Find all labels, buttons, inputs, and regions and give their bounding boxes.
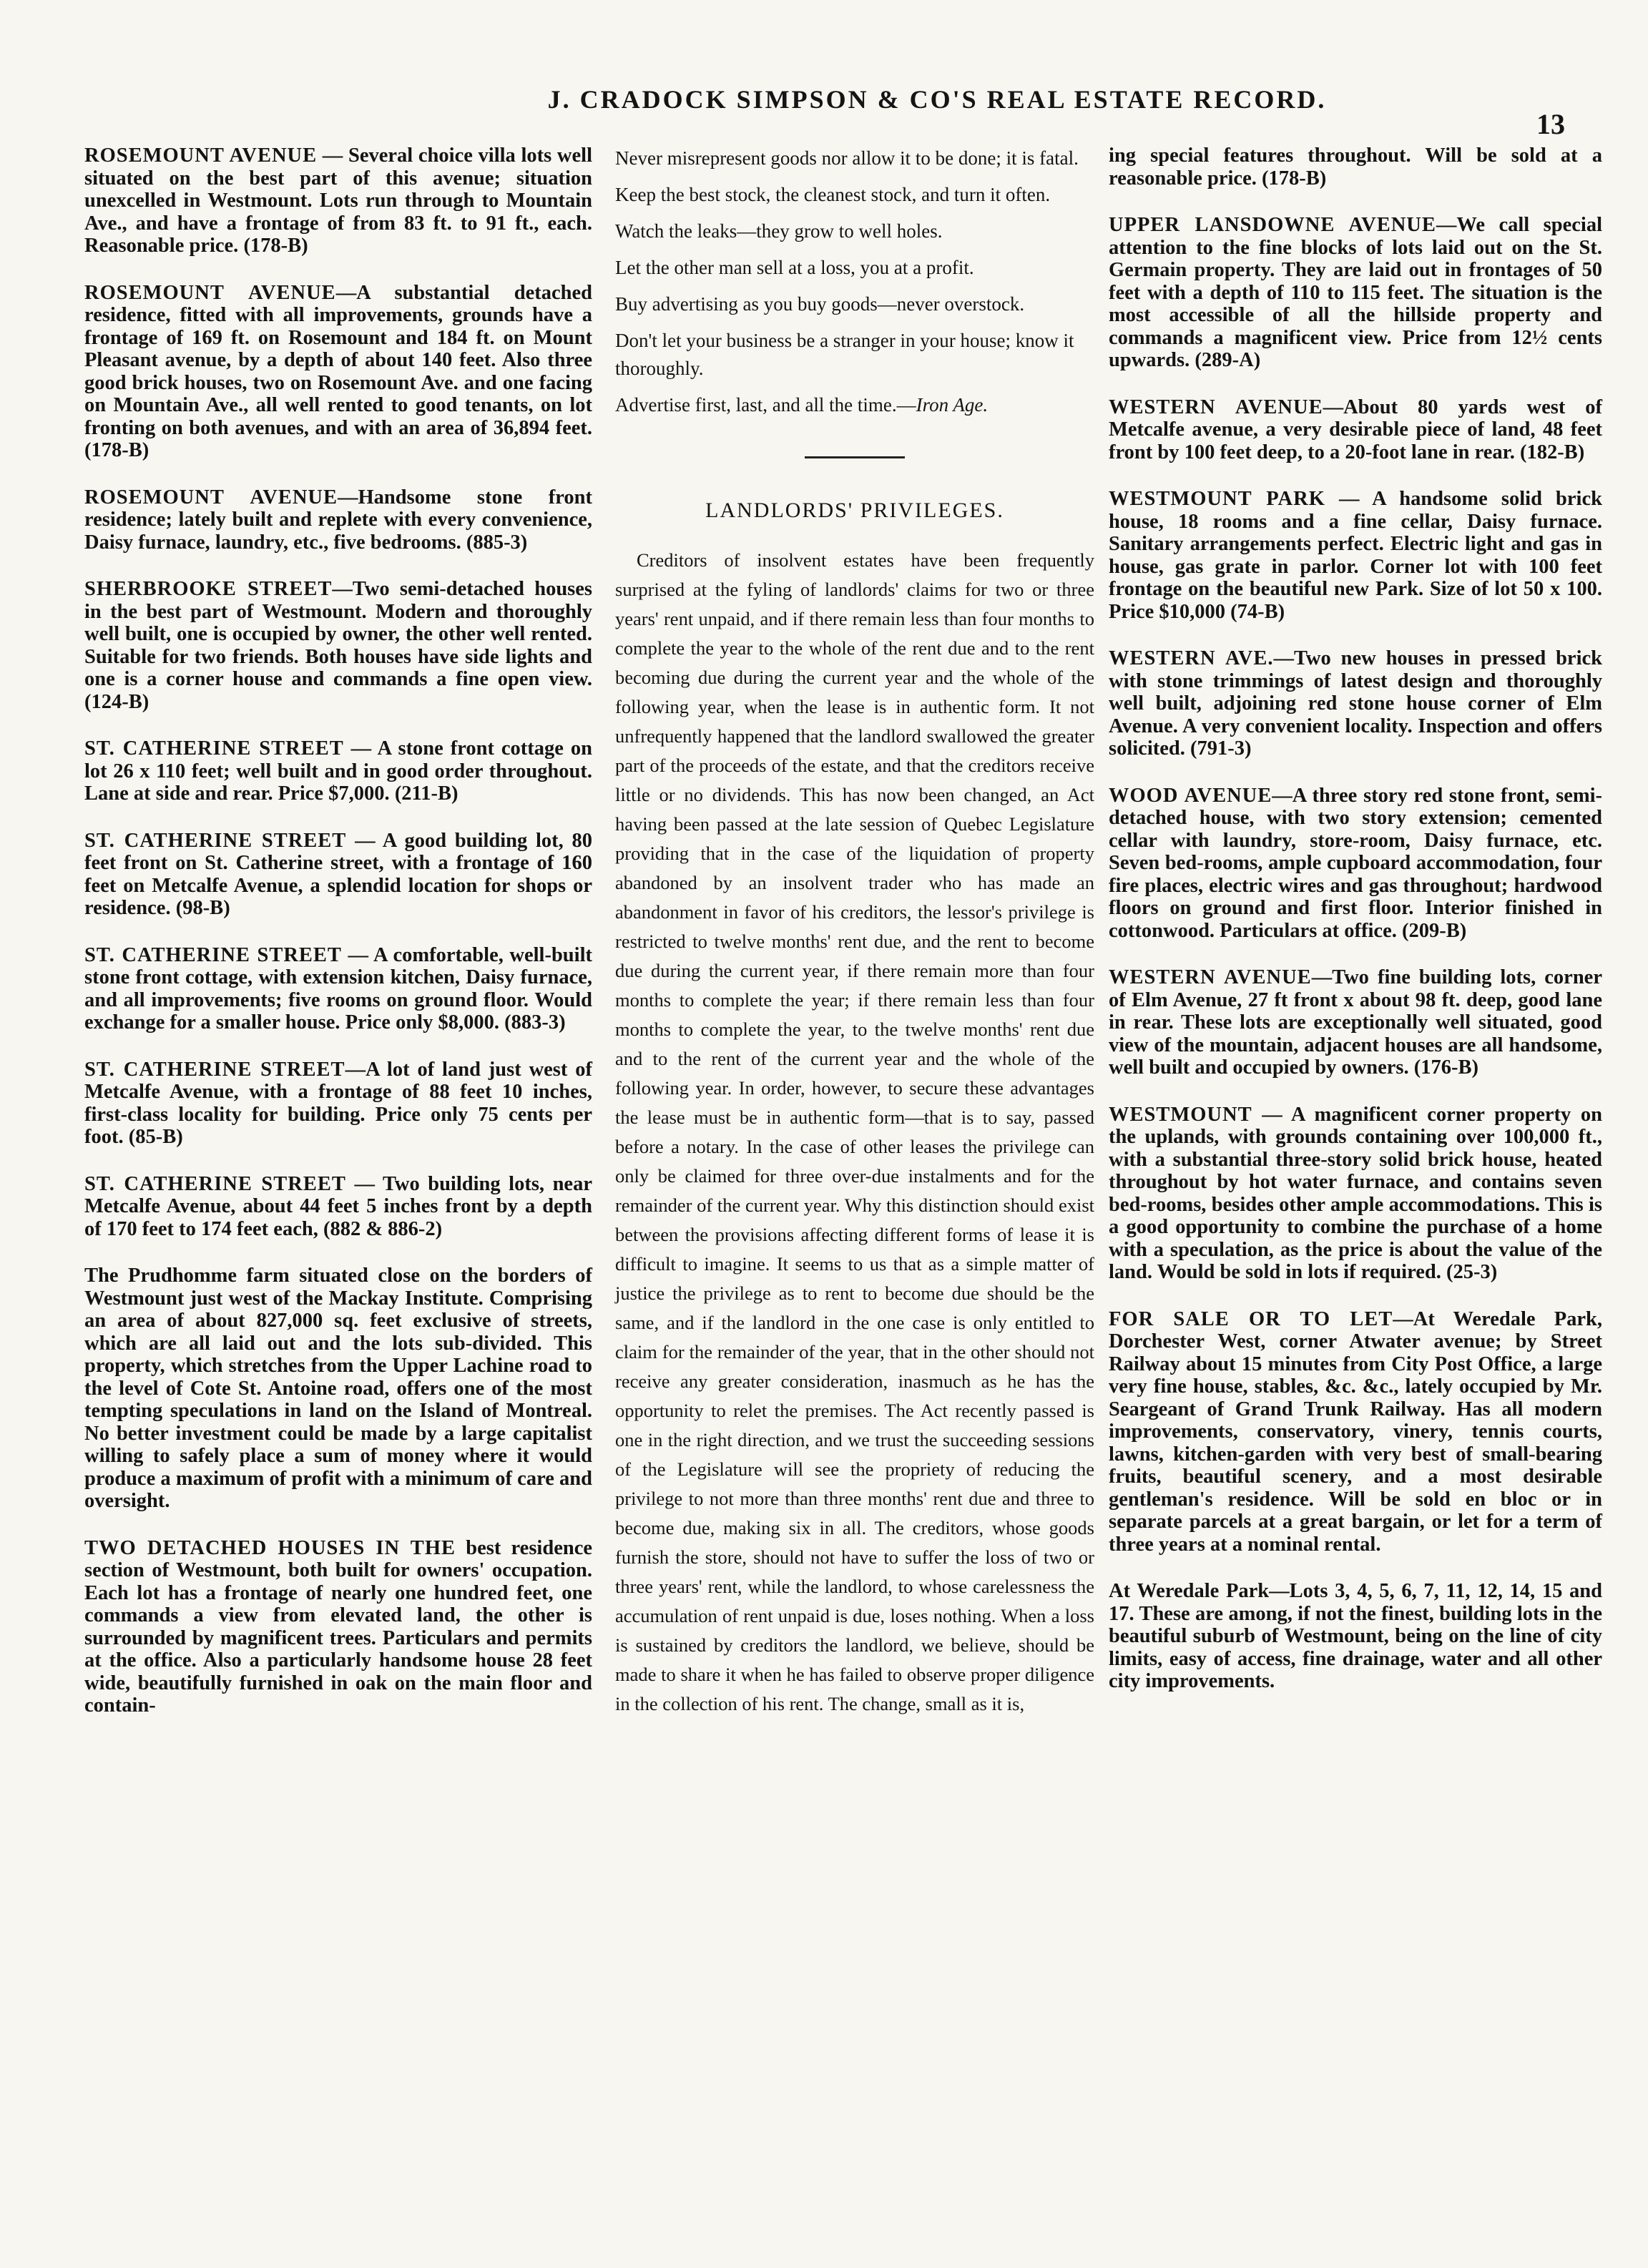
listing-separator: —	[317, 144, 348, 167]
listing	[84, 1173, 592, 1241]
listing-reference: (289-A)	[1195, 349, 1261, 371]
listing-separator: —	[1325, 488, 1373, 510]
listing-text: best residence section of Westmount, both built for owners' occupation. Each lot has a frontage of nearly one hundred feet, one commands a view from elevated land, the other is surrounded by magnificent trees. Particulars and permits at the office. Also a particularly handsome house 28 feet wide, beautifully furnished in oak on the main floor and contain-	[84, 1536, 592, 1717]
listing	[84, 1265, 592, 1513]
listing-reference: (178-B)	[1262, 167, 1327, 190]
article-title: LANDLORDS' PRIVILEGES.	[705, 499, 1004, 522]
listing	[84, 1537, 592, 1717]
listing-reference: (25-3)	[1446, 1261, 1498, 1283]
listing	[1109, 488, 1602, 623]
listing-title: WESTMOUNT PARK	[1109, 488, 1325, 510]
listing-reference: (124-B)	[84, 690, 149, 713]
running-header: J. CRADOCK SIMPSON & CO'S REAL ESTATE RECORD.	[547, 85, 1327, 114]
listing-reference: (176-B)	[1413, 1056, 1478, 1079]
proverbs	[615, 144, 1094, 419]
proverb	[615, 391, 1094, 419]
listing-reference: (178-B)	[243, 235, 308, 257]
column-2	[615, 144, 1094, 1719]
listing-separator: —	[1436, 214, 1457, 236]
listing-title: ST. CATHERINE STREET	[84, 829, 347, 852]
listing-separator: —	[346, 829, 383, 852]
listing-text: We call special attention to the fine blocks of lots laid out on the St. Germain property. They are laid out in frontages of 50 feet with a depth of 110 to 115 feet. The situation is the most accessible of all the hillside property and commands a magnificent view. Price from 12½ cents upwards.	[1109, 214, 1602, 371]
page-number: 13	[1536, 108, 1565, 140]
proverb: Don't let your business be a stranger in your house; know it thoroughly.	[615, 330, 1074, 379]
proverb-text: Advertise first, last, and all the time.—	[615, 394, 916, 416]
listing-title: ST. CATHERINE STREET	[84, 1058, 345, 1081]
listing	[84, 486, 592, 554]
listing-text: A comfortable, well-built stone front cottage, with extension kitchen, Daisy furnace, and all improvements; five rooms on ground floor. Would exchange for a smaller house. Price only $8,000.	[84, 943, 592, 1034]
listing-text: A handsome solid brick house, 18 rooms and a fine cellar, Daisy furnace. Sanitary arrangements perfect. Electric light and gas in house, gas grate in parlor. Corner lot with 100 feet frontage on the beautiful new Park. Size of lot 50 x 100. Price $10,000	[1109, 488, 1602, 623]
listing-title: ROSEMOUNT AVENUE	[84, 486, 338, 509]
listing-title: TWO DETACHED HOUSES IN THE	[84, 1536, 456, 1559]
listing-reference: (85-B)	[128, 1126, 183, 1148]
listing	[1109, 1104, 1602, 1284]
article	[615, 499, 1094, 1719]
listing	[84, 737, 592, 805]
listing-title: ST. CATHERINE STREET	[84, 737, 344, 760]
listing-reference: (98-B)	[175, 897, 230, 919]
section-divider	[805, 456, 905, 458]
listing-text: Handsome stone front residence; lately built and replete with every convenience, Daisy furnace, laundry, etc., five bedrooms.	[84, 486, 593, 554]
listing-separator: —	[341, 943, 373, 966]
listing	[1109, 144, 1602, 190]
article-body: Creditors of insolvent estates have been frequently surprised at the fyling of landlords' claims for two or three years' rent unpaid, and if there remain less than four months to complete the year to the whole of the rent due and to the rent becoming due during the current year and the whole of the following year, when the lease is in authentic form. It not unfrequently happened that the landlord swallowed the greater part of the proceeds of the estate, and that the creditors receive little or no dividends. This has now been changed, an Act having been passed at the late session of Quebec Legislature providing that in the case of the liquidation of property abandoned by an insolvent trader who has made an abandonment in favor of his creditors, the lessor's privilege is restricted to twelve months' rent due, and the rent to become due during the current year, if there remain more than four months to complete the year; if there remain less than four months to complete the year, to the twelve months' rent due and to the rent of the current year and the whole of the following year. In order, however, to secure these advantages the lease must be in authentic form—that is to say, passed before a notary. In the case of other leases the privilege can only be claimed for three over-due instalments and for the remainder of the current year. Why this distinction should exist between the provisions affecting different forms of lease it is difficult to imagine. It seems to us that as a simple matter of justice the privilege as to rent to become due should be the same, and if the landlord in the one case is only entitled to claim for the remainder of the year, that in the other should not receive any greater consideration, inasmuch as he has the opportunity to relet the premises. The Act recently passed is one in the right direction, and we trust the succeeding sessions of the Legislature will see the propriety of reducing the privilege to not more than three months' rent due and three to become due, making six in all. The creditors, whose goods furnish the store, should not have to suffer the loss of two or three years' rent, while the landlord, to whose carelessness the accumulation of rent unpaid is due, loses nothing. When a loss is sustained by creditors the landlord, we believe, should be made to share it when he has failed to observe proper diligence in the collection of his rent. The change, small as it is,	[615, 549, 1094, 1714]
listing	[84, 1059, 592, 1149]
listing-text: Several choice villa lots well situated on the best part of this avenue; situation unexcelled in Westmount. Lots run through to Mountain Ave., and have a frontage of from 83 ft. to 91 ft., each. Reasonable price.	[84, 144, 592, 257]
listing-separator	[456, 1537, 466, 1559]
listing-reference: (209-B)	[1401, 919, 1467, 942]
listing	[84, 944, 592, 1034]
listing-separator: —	[1252, 1103, 1291, 1126]
listing	[84, 282, 592, 462]
column-1	[84, 144, 592, 1742]
listing	[1109, 966, 1602, 1079]
listing-reference: (885-3)	[466, 531, 528, 554]
listing-text: A stone front cottage on lot 26 x 110 feet; well built and in good order throughout. Lane at side and rear. Price $7,000.	[84, 737, 592, 805]
listing-reference: (882 & 886-2)	[323, 1217, 443, 1240]
listing	[1109, 785, 1602, 943]
listing	[1109, 647, 1602, 760]
proverb: Never misrepresent goods nor allow it to be done; it is fatal.	[615, 147, 1079, 169]
listing-text: Two building lots, near Metcalfe Avenue, about 44 feet 5 inches front by a depth of 170 feet to 174 feet each,	[84, 1172, 592, 1240]
listing-text: The Prudhomme farm situated close on the borders of Westmount just west of the Mackay Institute. Comprising an area of about 827,000 sq. feet exclusive of streets, which are all laid out and the lots sub-divided. This property, which stretches from the Upper Lachine road to the level of Cote St. Antoine road, offers one of the most tempting speculations in land on the Island of Montreal. No better investment could be made by a large capitalist willing to safely place a sum of money where it would produce a maximum of profit with a minimum of care and oversight.	[84, 1265, 592, 1512]
listing-separator: —	[343, 737, 378, 760]
listing-separator: —	[332, 578, 353, 600]
listing-text: A magnificent corner property on the uplands, with grounds containing over 100,000 ft., with a substantial three-story solid brick house, heated throughout by hot water furnace, and contains seven bed-rooms, besides other ample accommodations. This is a good opportunity to combine the purchase of a home with a speculation, as the price is about the value of the land. Would be sold in lots if required.	[1109, 1103, 1602, 1283]
listing-title: WESTERN AVE.	[1109, 647, 1274, 669]
listing-separator: —	[345, 1172, 383, 1195]
listing-title: ST. CATHERINE STREET	[84, 1172, 346, 1195]
listing-separator: —	[1393, 1307, 1413, 1330]
column-3	[1109, 144, 1602, 1717]
listing-separator: —	[1272, 784, 1293, 807]
listing-title: FOR SALE OR TO LET	[1109, 1307, 1393, 1330]
listing-reference: (178-B)	[84, 439, 149, 461]
listing-text: About 80 yards west of Metcalfe avenue, a very desirable piece of land, 48 feet front by 100 feet deep, to a 20-foot lane in rear.	[1109, 396, 1602, 463]
listing-separator: —	[338, 486, 358, 509]
listing-text: A good building lot, 80 feet front on St. Catherine street, with a frontage of 160 feet on Metcalfe Avenue, a splendid location for shops or residence.	[84, 829, 592, 919]
listing-reference: (791-3)	[1190, 737, 1252, 760]
listing-text: A three story red stone front, semi-detached house, with two story extension; cemented cellar with laundry, store-room, Daisy furnace, etc. Seven bed-rooms, ample cupboard accommodation, four fire places, electric wires and gas throughout; hardwood floors on ground and first floor. Interior finished in cottonwood. Particulars at office.	[1109, 784, 1602, 942]
listing	[1109, 396, 1602, 464]
listing-title: WESTMOUNT	[1109, 1103, 1252, 1126]
proverb-source: Iron Age.	[916, 394, 989, 416]
listing-title: ROSEMOUNT AVENUE	[84, 281, 336, 304]
listing-text: At Weredale Park, Dorchester West, corner Atwater avenue; by Street Railway about 15 minutes from City Post Office, a large very fine house, stables, &c. &c., lately occupied by Mr. Seargeant of Grand Trunk Railway. Has all modern improvements, conservatory, vinery, tennis courts, lawns, kitchen-garden with very best of small-bearing fruits, beautiful scenery, and a most desirable gentleman's residence. Will be sold en bloc or in separate parcels at a great bargain, or let for a term of three years at a nominal rental.	[1109, 1307, 1602, 1556]
listing-text: ing special features throughout. Will be sold at a reasonable price.	[1109, 144, 1602, 190]
proverb: Let the other man sell at a loss, you at a profit.	[615, 257, 974, 278]
listing-text: Two semi-detached houses in the best part of Westmount. Modern and thoroughly well built, one is occupied by owner, the other well rented. Suitable for two friends. Both houses have side lights and one is a corner house and commands a fine open view.	[84, 578, 593, 690]
listing-title: WOOD AVENUE	[1109, 784, 1272, 807]
listing-text: Two fine building lots, corner of Elm Avenue, 27 ft front x about 98 ft. deep, good lane in rear. These lots are exceptionally well situated, good view of the mountain, adjacent houses are all handsome, well built and occupied by owners.	[1109, 966, 1602, 1079]
listing-text: Two new houses in pressed brick with stone trimmings of latest design and thoroughly well built, adjoining red stone house corner of Elm Avenue. A very convenient locality. Inspection and offers solicited.	[1109, 647, 1603, 760]
proverb: Watch the leaks—they grow to well holes.	[615, 220, 943, 242]
listing-title: ROSEMOUNT AVENUE	[84, 144, 318, 167]
listing-title: ST. CATHERINE STREET	[84, 943, 342, 966]
listing-title: WESTERN AVENUE	[1109, 396, 1323, 418]
listing-reference: (211-B)	[394, 782, 458, 805]
listing-reference: (883-3)	[504, 1011, 566, 1034]
listing-separator: —	[335, 281, 357, 304]
listing-separator: —	[1311, 966, 1333, 988]
listing	[1109, 1580, 1602, 1693]
listing-separator: —	[1323, 396, 1344, 418]
listing-text: A substantial detached residence, fitted with all improvements, grounds have a frontage of 169 ft. on Rosemount and 184 ft. on Mount Pleasant avenue, by a depth of about 140 feet. Also three good brick houses, two on Rosemount Ave. and one facing on Mountain Ave., all well rented to good tenants, on lot fronting on both avenues, and with an area of 36,894 feet.	[84, 281, 592, 439]
listing-text: At Weredale Park—Lots 3, 4, 5, 6, 7, 11, 12, 14, 15 and 17. These are among, if not the finest, building lots in the beautiful suburb of Westmount, being on the line of city limits, easy of access, fine drainage, water and all other city improvements.	[1109, 1580, 1602, 1692]
listing	[1109, 214, 1602, 372]
listing-title: WESTERN AVENUE	[1109, 966, 1312, 988]
listing-title: UPPER LANSDOWNE AVENUE	[1109, 214, 1436, 236]
listing-title: SHERBROOKE STREET	[84, 578, 333, 600]
proverb: Buy advertising as you buy goods—never overstock.	[615, 293, 1025, 315]
listing-separator: —	[345, 1058, 366, 1081]
listing-separator: —	[1273, 647, 1294, 669]
listing	[84, 830, 592, 920]
listing	[84, 578, 592, 713]
listing-reference: (182-B)	[1519, 441, 1585, 463]
listing-text: A lot of land just west of Metcalfe Avenue, with a frontage of 88 feet 10 inches, first-class locality for building. Price only 75 cents per foot.	[84, 1058, 592, 1148]
listing	[1109, 1308, 1602, 1556]
proverb: Keep the best stock, the cleanest stock, and turn it often.	[615, 184, 1051, 205]
listing-reference: (74-B)	[1230, 600, 1285, 623]
listing	[84, 144, 592, 257]
